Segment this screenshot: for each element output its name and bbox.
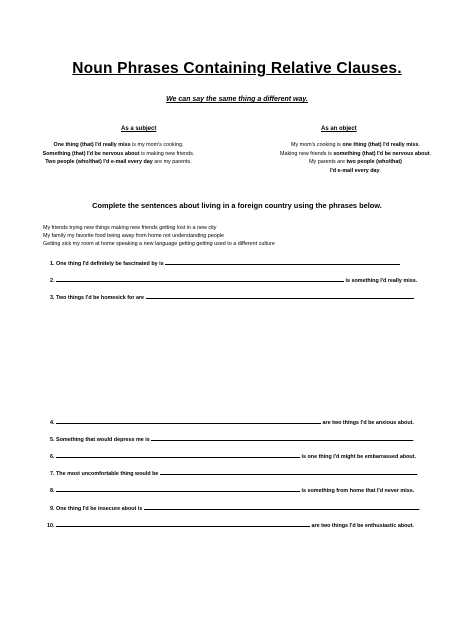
object-column-heading: As an object: [321, 126, 357, 132]
subject-example-line: Something (that) I'd be nervous about is making new friends.: [42, 150, 195, 157]
question-2: 2. is something I'd really miss.: [50, 278, 418, 284]
phrase-line: Getting sick my room at home speaking a new language getting getting used to a different culture: [43, 241, 275, 247]
question-9: 9. One thing I'd be insecure about is .: [50, 506, 421, 512]
subject-examples: [0, 141, 237, 167]
page-title: Noun Phrases Containing Relative Clauses.: [72, 60, 402, 77]
object-example-line: My mom's cooking is one thing (that) I'd really miss.: [290, 142, 421, 148]
question-4: 4. are two things I'd be anxious about.: [50, 420, 414, 426]
object-example-line: I'd e-mail every day.: [329, 167, 382, 174]
subject-example-line: One thing (that) I'd really miss is my mom's cooking.: [53, 142, 184, 148]
object-example-line: Making new friends is something (that) I'd be nervous about.: [279, 150, 432, 157]
answer-blank[interactable]: [56, 418, 321, 424]
answer-blank[interactable]: [56, 452, 300, 458]
question-6: 6. is one thing I'd might be embarrassed about.: [50, 454, 417, 460]
phrase-line: My friends trying new things making new friends getting lost in a new city: [43, 225, 217, 231]
answer-blank[interactable]: [56, 521, 310, 527]
instruction-text: Complete the sentences about living in a foreign country using the phrases below.: [92, 201, 382, 210]
object-examples: [237, 141, 474, 175]
subject-column-heading: As a subject: [121, 126, 157, 132]
subject-example-line: Two people (who/that) I'd e-mail every day are my parents.: [45, 159, 192, 165]
answer-blank[interactable]: [56, 276, 344, 282]
question-1: 1. One thing I'd definitely be fascinated by is: [50, 259, 400, 267]
question-5: 5. Something that would depress me is .: [50, 437, 415, 443]
phrase-bank: [43, 224, 275, 248]
question-10: 10. are two things I'd be enthusiastic about.: [47, 523, 415, 529]
question-8: 8. is something from home that I'd never miss.: [50, 488, 415, 494]
question-7: 7. The most uncomfortable thing would be .: [50, 471, 419, 477]
answer-blank[interactable]: [144, 504, 419, 510]
object-example-line: My parents are two people (who/that): [309, 159, 402, 165]
answer-blank[interactable]: [146, 293, 414, 299]
answer-blank[interactable]: [160, 469, 417, 475]
page-subtitle: We can say the same thing a different way.: [166, 96, 308, 103]
answer-blank[interactable]: [151, 435, 413, 441]
answer-blank[interactable]: [56, 486, 300, 492]
phrase-line: My family my favorite food being away from home not understanding people: [43, 233, 224, 239]
question-3: 3. Two things I'd be homesick for are: [50, 293, 414, 301]
answer-blank[interactable]: [165, 259, 400, 265]
